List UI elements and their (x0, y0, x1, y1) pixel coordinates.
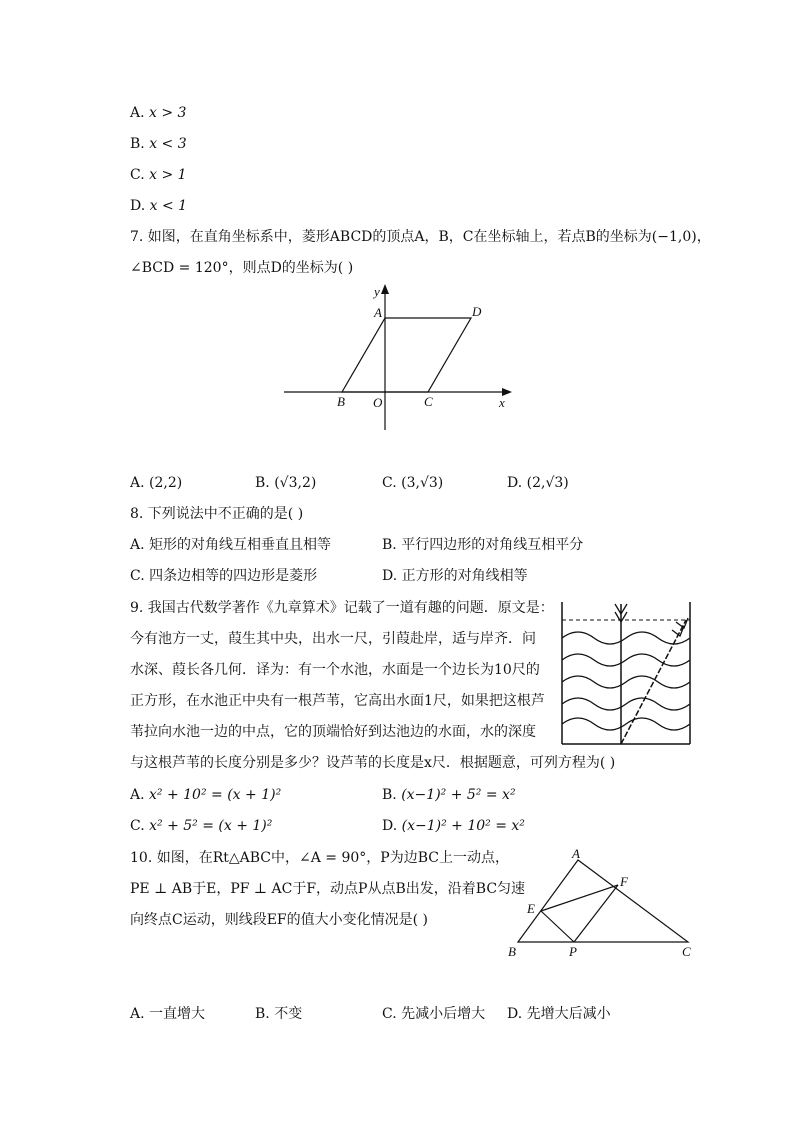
q9-option-d: D. (x−1)² + 10² = x² (382, 818, 525, 834)
q10-option-d: D. 先增大后减小 (507, 1006, 611, 1022)
q7-option-a: A. (2,2) (130, 475, 183, 491)
q9-pond-reed-figure (558, 598, 698, 748)
label-y: y (374, 284, 380, 299)
label-e: E (527, 901, 535, 916)
q6-option-b: B. x < 3 (130, 136, 187, 152)
segment-pf (574, 885, 618, 942)
segment-pe (541, 911, 574, 942)
q7-option-c: C. (3,√3) (382, 475, 444, 491)
q10-option-b: B. 不变 (255, 1006, 303, 1022)
q7-stem-line1: 7. 如图，在直角坐标系中，菱形ABCD的顶点A，B，C在坐标轴上，若点B的坐标为(−1,0)， (130, 229, 711, 245)
reed-slanted (621, 620, 686, 744)
segment-ef (541, 885, 618, 911)
q9-stem-line4: 正方形，在水池正中央有一根芦苇，它高出水面1尺，如果把这根芦 (130, 693, 545, 709)
label-b: B (337, 394, 345, 409)
label-d: D (472, 304, 482, 319)
q9-stem-line6: 与这根芦苇的长度分别是多少？设芦苇的长度是x尺．根据题意，可列方程为( ) (130, 755, 616, 771)
q8-option-b: B. 平行四边形的对角线互相平分 (382, 537, 584, 553)
triangle-abc (518, 860, 688, 942)
label-a: A (374, 305, 382, 320)
label-x: x (499, 395, 505, 410)
q8-option-a: A. 矩形的对角线互相垂直且相等 (130, 537, 332, 553)
label-f: F (620, 874, 628, 889)
q9-stem-line2: 今有池方一丈，葭生其中央，出水一尺，引葭赴岸，适与岸齐．问 (130, 631, 536, 647)
label-b: B (508, 944, 516, 959)
q8-stem: 8. 下列说法中不正确的是( ) (130, 506, 304, 522)
q10-triangle-figure (500, 845, 710, 965)
q10-stem-line2: PE ⊥ AB于E，PF ⊥ AC于F，动点P从点B出发，沿着BC匀速 (130, 881, 526, 897)
q9-stem-line1: 9. 我国古代数学著作《九章算术》记载了一道有趣的问题．原文是： (130, 600, 554, 616)
rhombus-abcd (342, 318, 471, 392)
q10-option-a: A. 一直增大 (130, 1006, 206, 1022)
q9-option-b: B. (x−1)² + 5² = x² (382, 787, 516, 803)
q7-stem-line2: ∠BCD = 120°，则点D的坐标为( ) (130, 260, 354, 276)
q9-stem-line3: 水深、葭长各几何．译为：有一个水池，水面是一个边长为10尺的 (130, 662, 540, 678)
q7-rhombus-figure (270, 280, 520, 435)
q6-option-a: A. x > 3 (130, 105, 187, 121)
y-axis-arrow (381, 284, 389, 294)
label-o: O (373, 395, 383, 410)
q9-option-c: C. x² + 5² = (x + 1)² (130, 818, 273, 834)
label-a: A (572, 846, 580, 861)
q6-option-d: D. x < 1 (130, 198, 188, 214)
water-waves (562, 632, 690, 730)
label-c: C (682, 944, 691, 959)
q8-option-d: D. 正方形的对角线相等 (382, 568, 528, 584)
q10-option-c: C. 先减小后增大 (382, 1006, 486, 1022)
label-c: C (424, 394, 433, 409)
q9-stem-line5: 苇拉向水池一边的中点，它的顶端恰好到达池边的水面，水的深度 (130, 724, 536, 740)
q7-option-b: B. (√3,2) (255, 475, 317, 491)
q8-option-c: C. 四条边相等的四边形是菱形 (130, 568, 318, 584)
q10-stem-line1: 10. 如图，在Rt△ABC中，∠A = 90°，P为边BC上一动点， (130, 850, 509, 866)
q9-option-a: A. x² + 10² = (x + 1)² (130, 787, 282, 803)
label-p: P (569, 944, 577, 959)
q10-stem-line3: 向终点C运动，则线段EF的值大小变化情况是( ) (130, 912, 429, 928)
q6-option-c: C. x > 1 (130, 167, 187, 183)
q7-option-d: D. (2,√3) (507, 475, 569, 491)
